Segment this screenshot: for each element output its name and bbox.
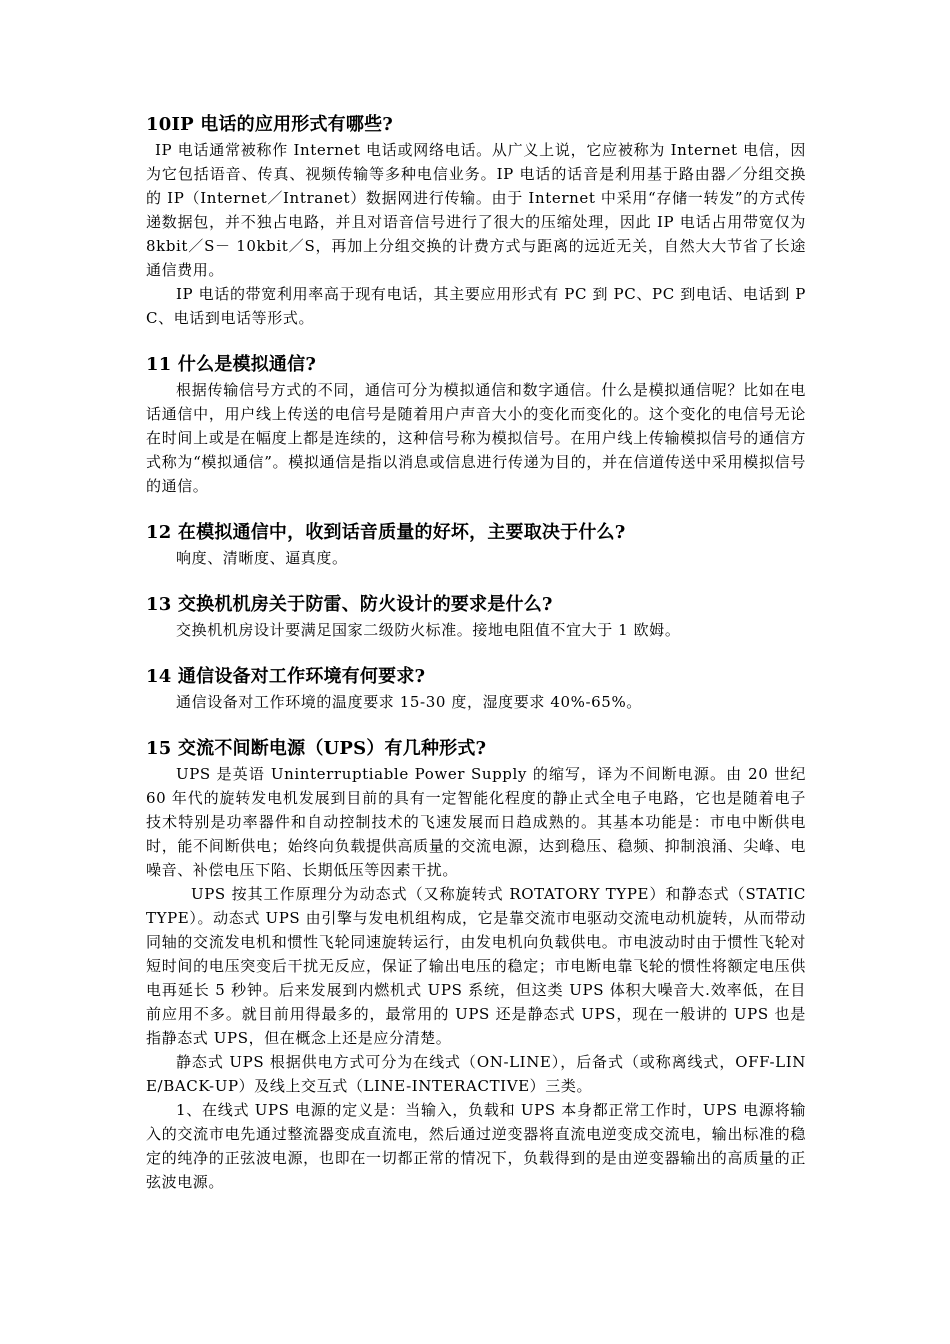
paragraph: 交换机机房设计要满足国家二级防火标准。接地电阻值不宜大于 1 欧姆。	[176, 621, 681, 639]
paragraph: 响度、清晰度、逼真度。	[176, 549, 348, 567]
paragraph: 通信设备对工作环境的温度要求 15-30 度，湿度要求 40%-65%。	[176, 693, 642, 711]
paragraph: 1、在线式 UPS 电源的定义是：当输入，负载和 UPS 本身都正常工作时，UPS 电源将输入的交流市电先通过整流器变成直流电，然后通过逆变器将直流电逆变成交流电，输出标准的稳定的纯净的正弦波电源，也即在一切都正常的情况下，负载得到的是由逆变器输出的高质量的正弦波电源。	[146, 1101, 806, 1191]
section-13	[146, 592, 806, 642]
section-heading: 14 通信设备对工作环境有何要求?	[146, 666, 426, 687]
section-10	[146, 112, 806, 330]
section-12	[146, 520, 806, 570]
section-heading: 15 交流不间断电源（UPS）有几种形式?	[146, 738, 487, 759]
section-11	[146, 352, 806, 498]
section-15	[146, 736, 806, 1194]
paragraph: IP 电话的带宽利用率高于现有电话，其主要应用形式有 PC 到 PC、PC 到电话、电话到 PC、电话到电话等形式。	[146, 285, 806, 327]
paragraph: UPS 按其工作原理分为动态式（又称旋转式 ROTATORY TYPE）和静态式（STATIC TYPE）。动态式 UPS 由引擎与发电机组构成，它是靠交流市电驱动交流电动机旋转，从而带动同轴的交流发电机和惯性飞轮同速旋转运行，由发电机向负载供电。市电波动时由于惯性飞轮对短时间的电压突变后干扰无反应，保证了输出电压的稳定；市电断电靠飞轮的惯性将额定电压供电再延长 5 秒钟。后来发展到内燃机式 UPS 系统，但这类 UPS 体积大噪音大.效率低，在目前应用不多。就目前用得最多的，最常用的 UPS 还是静态式 UPS，现在一般讲的 UPS 也是指静态式 UPS，但在概念上还是应分清楚。	[146, 885, 806, 1047]
section-heading: 13 交换机机房关于防雷、防火设计的要求是什么?	[146, 594, 553, 615]
section-heading: 10IP 电话的应用形式有哪些?	[146, 114, 394, 135]
paragraph: 根据传输信号方式的不同，通信可分为模拟通信和数字通信。什么是模拟通信呢？比如在电话通信中，用户线上传送的电信号是随着用户声音大小的变化而变化的。这个变化的电信号无论在时间上或是在幅度上都是连续的，这种信号称为模拟信号。在用户线上传输模拟信号的通信方式称为“模拟通信”。模拟通信是指以消息或信息进行传递为目的，并在信道传送中采用模拟信号的通信。	[146, 381, 806, 495]
section-14	[146, 664, 806, 714]
paragraph: IP 电话通常被称作 Internet 电话或网络电话。从广义上说，它应被称为 Internet 电信，因为它包括语音、传真、视频传输等多种电信业务。IP 电话的话音是利用基于路由器／分组交换的 IP（Internet／Intranet）数据网进行传输。由于 Internet 中采用“存储一转发”的方式传递数据包，并不独占电路，并且对语音信号进行了很大的压缩处理，因此 IP 电话占用带宽仅为 8kbit／S－ 10kbit／S，再加上分组交换的计费方式与距离的远近无关，自然大大节省了长途通信费用。	[146, 141, 806, 279]
paragraph: UPS 是英语 Uninterruptiable Power Supply 的缩写，译为不间断电源。由 20 世纪 60 年代的旋转发电机发展到目前的具有一定智能化程度的静止式全电子电路，它也是随着电子技术特别是功率器件和自动控制技术的飞速发展而日趋成熟的。其基本功能是：市电中断供电时，能不间断供电；始终向负载提供高质量的交流电源，达到稳压、稳频、抑制浪涌、尖峰、电噪音、补偿电压下陷、长期低压等因素干扰。	[146, 765, 806, 879]
section-heading: 11 什么是模拟通信?	[146, 354, 317, 375]
section-heading: 12 在模拟通信中，收到话音质量的好坏，主要取决于什么?	[146, 522, 626, 543]
document-page	[146, 112, 806, 1216]
paragraph: 静态式 UPS 根据供电方式可分为在线式（ON-LINE），后备式（或称离线式，OFF-LINE/BACK-UP）及线上交互式（LINE-INTERACTIVE）三类。	[146, 1053, 806, 1095]
